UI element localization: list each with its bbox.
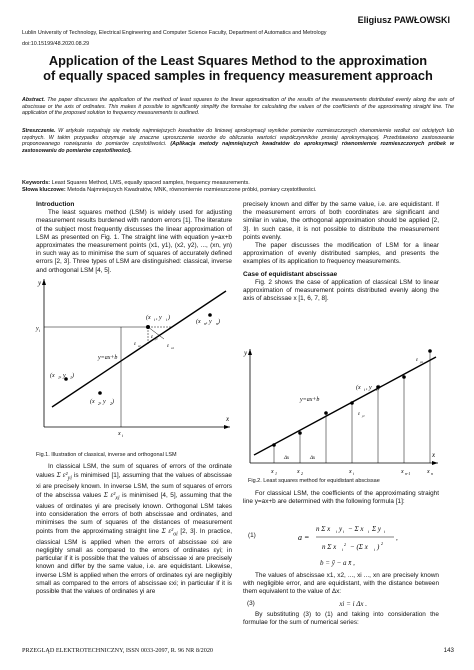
equation-3-formula: xi = i Δx .: [339, 599, 367, 608]
page-number: 143: [443, 647, 454, 654]
svg-text:i: i: [122, 433, 124, 438]
svg-text:Σ y: Σ y: [372, 525, 382, 533]
streszczenie: [22, 128, 454, 154]
svg-text:1: 1: [70, 375, 72, 380]
svg-text:n: n: [204, 321, 206, 326]
svg-text:i: i: [154, 317, 156, 322]
svg-text:, y: , y: [100, 399, 106, 405]
keywords-pl-text: Metoda Najmniejszych Kwadratów, MNK, równomiernie rozmieszczone próbki, pomiary częstotliwości.: [67, 187, 317, 193]
case-heading: Case of equidistant abscissae: [243, 270, 338, 278]
svg-text:n-1: n-1: [405, 471, 411, 476]
svg-text:2: 2: [301, 471, 303, 476]
right-column-continued: [243, 490, 439, 506]
svg-text:i: i: [376, 387, 378, 392]
svg-text:ε: ε: [416, 358, 418, 363]
svg-text:2: 2: [98, 401, 100, 406]
svg-text:i: i: [364, 387, 366, 392]
svg-text:): ): [72, 373, 74, 379]
sum-epsilon-o-formula: Σ $\varepsilon^2_{oi}$: [161, 527, 178, 538]
svg-text:): ): [378, 385, 380, 391]
svg-text:x: x: [226, 415, 230, 423]
right-paragraph-2: The paper discusses the modification of LSM for a linear approximation of evenly distributed samples, and presents the examples of its application to frequency measurements.: [243, 242, 439, 266]
intro-text: The least squares method (LSM) is widely used for adjusting measurement results burdened with random errors [1]. The literature of the subject most frequently discusses the linear approximation of LSM as presented on Fig. 1. The straight line with equation y=ax+b approximates the measurement points (x1, y1), (x2, y2), ..., (xn, yn) in such way as to minimise the sum of squares of accurately defined errors [2, 3]. Three types of LSM are distinguished: classical, inverse and orthogonal LSM [4, 5].: [36, 209, 232, 274]
abstract-text: The paper discusses the application of the method of least squares to the linear approximation of the results of the measurements distributed evenly along the axis of abscissae or the axis of ordinates. This makes it possible to significantly simplify the formulae for calculating the values of the coefficients of the approximating straight line. The application of the proposed solution to frequency measurements is outlined.: [22, 97, 454, 117]
paper-title: [22, 53, 454, 83]
right-paragraph-4: For classical LSM, the coefficients of the approximating straight line y=ax+b are determined with the following formula [1]:: [243, 490, 439, 506]
svg-text:y: y: [36, 326, 39, 332]
affiliation: Lublin University of Technology, Electrical Engineering and Computer Science Faculty, Department of Automatics and Metrology: [22, 30, 327, 36]
right-column: [243, 201, 439, 303]
svg-text:yn: yn: [420, 360, 424, 364]
figure-1-lsm-illustration: [30, 275, 235, 450]
page-footer: [22, 647, 454, 654]
svg-text:1: 1: [58, 375, 60, 380]
left-column-continued: [36, 463, 232, 596]
svg-text:x: x: [118, 431, 121, 437]
figure-2-equidistant-abscissae: [240, 345, 442, 477]
svg-text:,: ,: [396, 534, 398, 542]
svg-text:ε: ε: [167, 344, 169, 349]
keywords: [22, 180, 454, 194]
doi[interactable]: doi:10.15199/48.2020.08.29: [22, 41, 90, 47]
svg-text:i: i: [336, 529, 338, 534]
svg-text:i: i: [374, 547, 376, 552]
streszczenie-title: (Aplikacja metody najmniejszych kwadratów do aproksymacji równomiernie rozmieszczonych próbek w zastosowaniu do pomiarów częstotliwości).: [22, 141, 454, 154]
svg-text:x: x: [349, 469, 352, 475]
svg-text:, y: , y: [156, 315, 162, 321]
svg-text:(x: (x: [146, 315, 151, 321]
sum-epsilon-y-formula: Σ $\varepsilon^2_{yi}$: [56, 471, 72, 482]
svg-text:, y: , y: [366, 385, 372, 391]
svg-text:): ): [112, 399, 114, 405]
svg-text:): ): [377, 543, 380, 551]
svg-text:n Σ x: n Σ x: [322, 543, 337, 551]
svg-text:Δx: Δx: [284, 456, 290, 461]
equation-3-block: [247, 600, 367, 608]
svg-text:a =: a =: [298, 533, 310, 542]
svg-text:(x: (x: [356, 385, 361, 391]
svg-text:1: 1: [275, 471, 277, 476]
svg-text:i: i: [166, 317, 168, 322]
svg-text:, y: , y: [60, 373, 66, 379]
svg-text:(x: (x: [90, 399, 95, 405]
figure-2-caption: Fig.2. Least squares method for equidistant abscissae: [248, 478, 380, 484]
right-paragraph-6: By substituting (3) to (1) and taking into consideration the formulae for the sum of numerical series:: [243, 610, 439, 627]
svg-text:n: n: [216, 321, 218, 326]
svg-text:x: x: [427, 469, 430, 475]
svg-text:oi: oi: [171, 346, 174, 350]
svg-text:x: x: [401, 469, 404, 475]
right-column-end: [243, 572, 439, 627]
svg-text:): ): [218, 319, 220, 325]
streszczenie-label: Streszczenie.: [22, 128, 56, 134]
svg-text:yi: yi: [362, 414, 365, 418]
right-paragraph-5: The values of abscissae x1, x2, ..., xi ..., xn are precisely known with negligible error, and are equidistant, with the distance between them equivalent to the value of Δx:: [243, 572, 439, 596]
keywords-label: Keywords:: [22, 180, 51, 186]
svg-text:xi: xi: [138, 344, 141, 348]
svg-text:): ): [168, 315, 170, 321]
journal-info: PRZEGLĄD ELEKTROTECHNICZNY, ISSN 0033-2097, R. 96 NR 8/2020: [22, 647, 214, 654]
svg-text:, y: , y: [206, 319, 212, 325]
left-paragraph-2: In classical LSM, the sum of squares of errors of the ordinate values Σ $\varepsilon^2_{yi}$ is minimised [1], assuming that the values of abscissae xi are precisely known. In inverse LSM, the sum of squares of errors of the abscissa values Σ $\varepsilon^2_{xi}$ is minimised [4, 5], assuming that the values of ordinates yi are precisely known. Orthogonal LSM takes into consideration the errors of both abscissae and ordinates, and minimises the sum of squares of the distances of measurement points from the approximating straight line Σ $\varepsilon^2_{oi}$ [2, 3]. In practice, classical LSM is applied when the errors of abscissae εxi are negligibly small as compared to the errors of ordinates εyi; in particular if it is possible that the values of abscissae xi are precisely known and differ by the same value, i.e. are equidistant. Likewise, inverse LSM is applied when the errors of ordinates εyi are negligibly small as compared to the errors of abscissae εxi; in particular if it is possible that the values of ordinates yi are: [36, 463, 232, 596]
svg-text:ε: ε: [151, 335, 153, 340]
keywords-text: Least Squares Method, LMS, equally spaced samples, frequency measurements.: [51, 180, 250, 186]
svg-text:− Σ x: − Σ x: [348, 525, 364, 533]
svg-text:y=ax+b: y=ax+b: [300, 397, 320, 403]
sum-epsilon-x-formula: Σ $\varepsilon^2_{xi}$: [103, 491, 120, 502]
svg-text:i: i: [368, 529, 370, 534]
svg-text:x: x: [271, 469, 274, 475]
keywords-pl-label: Słowa kluczowe:: [22, 187, 66, 193]
svg-text:2: 2: [110, 401, 112, 406]
svg-text:Δx: Δx: [310, 456, 316, 461]
svg-text:i: i: [343, 529, 345, 534]
svg-text:y=ax+b: y=ax+b: [98, 355, 118, 361]
streszczenie-text: W artykule rozpatruję się metodę najmniejszych kwadratów do liniowej aproksymacji wyników pomiarów rozmieszczonych równomiernie wzdłuż osi odciętych lub rzędnych. W takim przypadku otrzymuje się znaczne uproszczenie wzorów do obliczania wartości współczynników prostej aproksymującej. Przedstawiono zastosowanie proponowanego rozwiązania do pomiarów częstotliwości.: [22, 128, 454, 148]
title-line-2: of equally spaced samples in frequency measurement approach: [43, 68, 433, 83]
equation-1-number: (1): [248, 532, 256, 539]
abstract-label: Abstract.: [22, 97, 45, 103]
title-line-1: Application of the Least Squares Method to the approximation: [48, 53, 428, 68]
figure-1-caption: Fig.1. Illustration of classical, inverse and orthogonal LSM: [36, 452, 177, 458]
right-paragraph-3: Fig. 2 shows the case of application of classical LSM to linear approximation of measurement points distributed evenly along the axis of abscissae x [1, 6, 7, 8].: [243, 278, 439, 303]
svg-text:i: i: [39, 328, 41, 333]
equation-1-formula: [298, 518, 428, 558]
abstract: [22, 97, 454, 117]
svg-text:i: i: [353, 471, 355, 476]
svg-text:yi: yi: [155, 337, 158, 341]
author-name: Eligiusz PAWŁOWSKI: [357, 15, 450, 25]
svg-text:y: y: [244, 349, 248, 357]
svg-text:ε: ε: [358, 412, 360, 417]
equation-3-number: (3): [247, 599, 255, 607]
svg-text:(x: (x: [196, 319, 201, 325]
svg-text:y: y: [339, 525, 343, 533]
svg-text:y: y: [38, 279, 42, 287]
equation-1-block: [248, 518, 438, 558]
right-paragraph-1: precisely known and differ by the same value, i.e. are equidistant. If the measurement errors of both coordinates are significant and similar in value, the orthogonal approximation should be applied [2, 3]. In such case, it is not possible to distribute the measurement points evenly.: [243, 201, 439, 241]
svg-text:2: 2: [344, 542, 346, 547]
svg-text:n: n: [431, 471, 433, 476]
svg-text:i: i: [384, 529, 386, 534]
svg-text:ε: ε: [134, 342, 136, 347]
svg-text:x: x: [432, 451, 436, 459]
equation-1b: b = ȳ − a x̄ ,: [320, 559, 355, 567]
svg-text:n Σ x: n Σ x: [316, 525, 331, 533]
left-column: [36, 201, 232, 275]
svg-text:x: x: [297, 469, 300, 475]
svg-text:− (Σ x: − (Σ x: [350, 543, 368, 551]
svg-text:(x: (x: [50, 373, 55, 379]
intro-heading: Introduction: [36, 201, 75, 208]
svg-text:2: 2: [381, 541, 383, 546]
svg-text:i: i: [342, 547, 344, 552]
